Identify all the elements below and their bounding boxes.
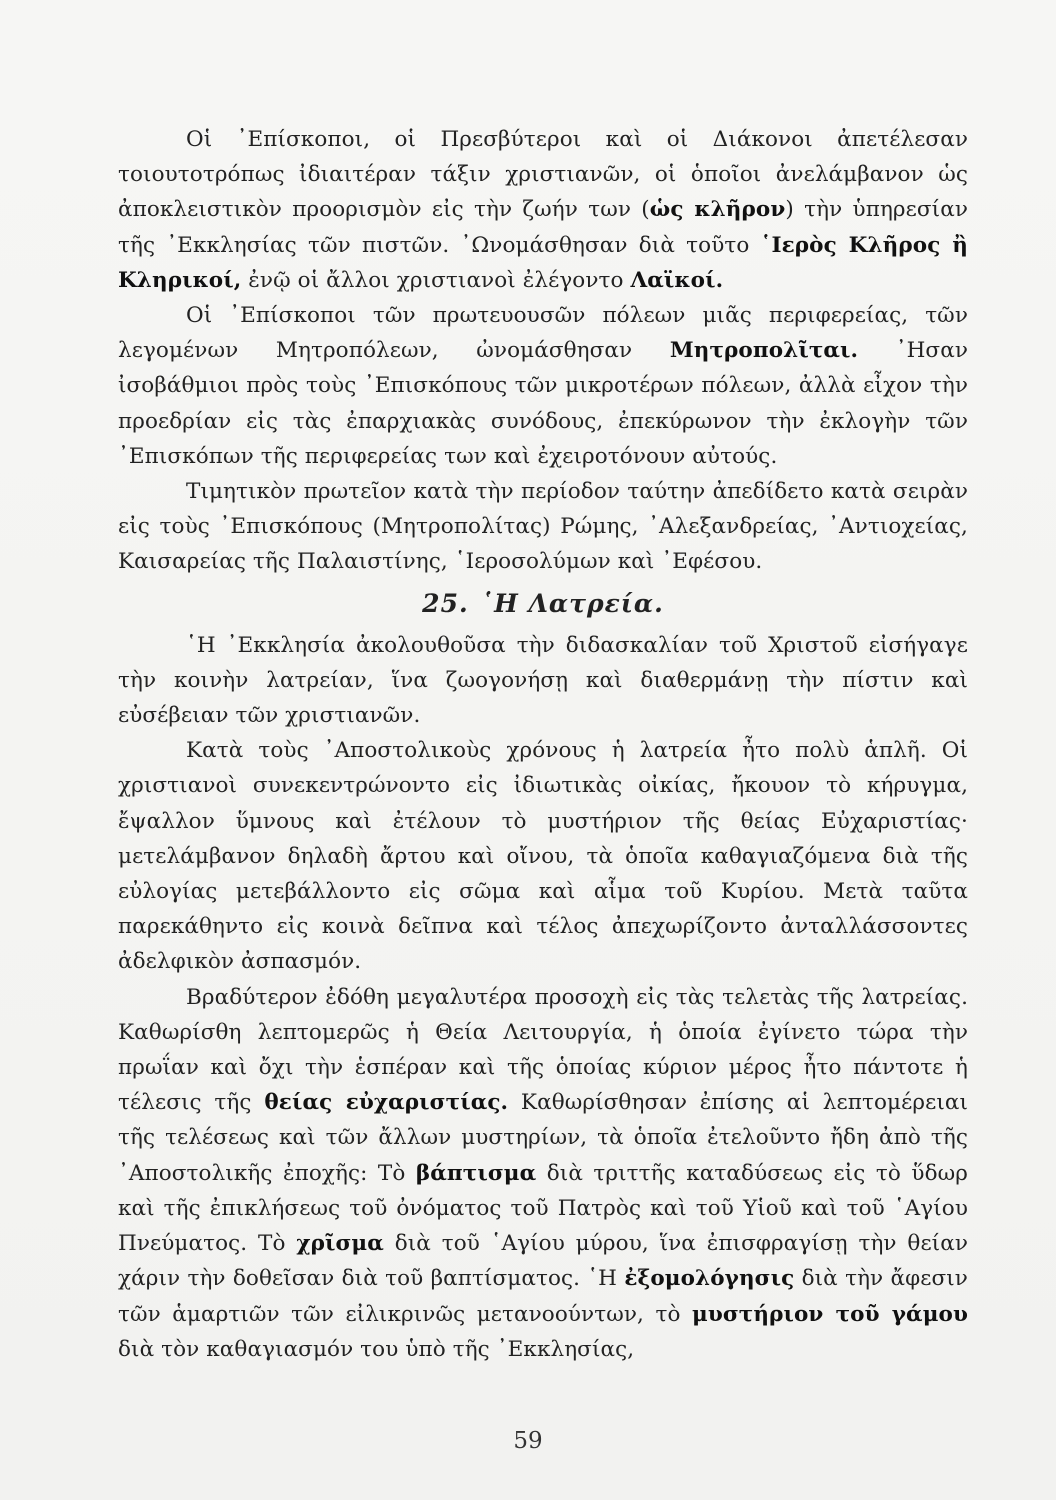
paragraph-p2: [118, 298, 968, 474]
page-number: 59: [513, 1428, 543, 1454]
bold-term: ἐξομολόγησις: [624, 1266, 795, 1292]
paragraph-p6: [118, 980, 968, 1367]
text-run: ἐνῷ οἱ ἄλλοι χριστιανοὶ ἐλέγοντο: [241, 267, 631, 293]
text-run: ) τὴν ὑπηρεσίαν τῆς ᾿Εκκλησίας τῶν πιστῶν. ᾿Ωνομάσθησαν διὰ τοῦτο: [118, 197, 968, 258]
paragraphs-before-heading: [118, 122, 968, 580]
text-run: ᾿Ησαν ἰσοβάθμιοι πρὸς τοὺς ᾿Επισκόπους τῶν μικροτέρων πόλεων, ἀλλὰ εἶχον τὴν προεδρίαν εἰς τὰς ἐπαρχιακὰς συνόδους, ἐπεκύρωνον τὴν ἐκλογὴν τῶν ᾿Επισκόπων τῆς περιφερείας των καὶ ἐχειροτόνουν αὐτούς.: [118, 338, 968, 469]
paragraphs-after-heading: [118, 628, 968, 1367]
bold-term: Μητροπολῖται.: [669, 338, 859, 364]
text-run: Καθωρίσθησαν ἐπίσης αἱ λεπτομέρειαι τῆς τελέσεως καὶ τῶν ἄλλων μυστηρίων, τὰ ὁποῖα ἐτελοῦντο ἤδη ἀπὸ τῆς ᾿Αποστολικῆς ἐποχῆς: Τὸ: [118, 1090, 968, 1186]
text-run: Οἱ ᾿Επίσκοποι τῶν πρωτευουσῶν πόλεων μιᾶς περιφερείας, τῶν λεγομένων Μητροπόλεων, ὠνομάσθησαν: [118, 303, 968, 364]
bold-term: ὡς κλῆρον: [649, 197, 786, 223]
paragraph-p4: [118, 628, 968, 734]
section-title: ῾Η Λατρεία.: [480, 588, 664, 618]
bold-term: θείας εὐχαριστίας.: [264, 1090, 509, 1116]
text-run: διὰ τὸν καθαγιασμόν του ὑπὸ τῆς ᾿Εκκλησίας,: [118, 1336, 635, 1362]
bold-term: ῾Ιερὸς Κλῆρος ἢ Κληρικοί,: [118, 232, 968, 293]
text-run: ῾Η ᾿Εκκλησία ἀκολουθοῦσα τὴν διδασκαλίαν τοῦ Χριστοῦ εἰσήγαγε τὴν κοινὴν λατρείαν, ἵνα ζωογονήσῃ καὶ διαθερμάνῃ τὴν πίστιν καὶ εὐσέβειαν τῶν χριστιανῶν.: [118, 632, 968, 729]
text-run: Τιμητικὸν πρωτεῖον κατὰ τὴν περίοδον ταύτην ἀπεδίδετο κατὰ σειρὰν εἰς τοὺς ᾿Επισκόπους (Μητροπολίτας) Ρώμης, ᾿Αλεξανδρείας, ᾿Αντιοχείας, Καισαρείας τῆς Παλαιστίνης, ῾Ιεροσολύμων καὶ ᾿Εφέσου.: [118, 479, 968, 575]
paragraph-p3: [118, 474, 968, 580]
bold-term: βάπτισμα: [415, 1160, 537, 1186]
bold-term: μυστήριον τοῦ γάμου: [691, 1301, 968, 1327]
text-run: διὰ τοῦ ῾Αγίου μύρου, ἵνα ἐπισφραγίσῃ τὴν θείαν χάριν τὴν δοθεῖσαν διὰ τοῦ βαπτίσματος. ῾Η: [118, 1231, 968, 1292]
paragraph-p5: [118, 733, 968, 979]
section-heading: [118, 586, 968, 622]
paragraph-p1: [118, 122, 968, 298]
text-run: Οἱ ᾿Επίσκοποι, οἱ Πρεσβύτεροι καὶ οἱ Διάκονοι ἀπετέλεσαν τοιουτοτρόπως ἰδιαιτέραν τάξιν χριστιανῶν, οἱ ὁποῖοι ἀνελάμβανον ὡς ἀποκλειστικὸν προορισμὸν εἰς τὴν ζωήν των (: [118, 127, 968, 223]
section-number: 25.: [422, 588, 469, 618]
text-run: Κατὰ τοὺς ᾿Αποστολικοὺς χρόνους ἡ λατρεία ἦτο πολὺ ἁπλῆ. Οἱ χριστιανοὶ συνεκεντρώνοντο εἰς ἰδιωτικὰς οἰκίας, ἤκουον τὸ κήρυγμα, ἔψαλλον ὕμνους καὶ ἐτέλουν τὸ μυστήριον τῆς θείας Εὐχαριστίας· μετελάμβανον δηλαδὴ ἄρτου καὶ οἴνου, τὰ ὁποῖα καθαγιαζόμενα διὰ τῆς εὐλογίας μετεβάλλοντο εἰς σῶμα καὶ αἷμα τοῦ Κυρίου. Μετὰ ταῦτα παρεκάθηντο εἰς κοινὰ δεῖπνα καὶ τέλος ἀπεχωρίζοντο ἀνταλλάσσοντες ἀδελφικὸν ἀσπασμόν.: [118, 738, 968, 975]
bold-term: χρῖσμα: [296, 1231, 384, 1257]
text-run: διὰ τὴν ἄφεσιν τῶν ἁμαρτιῶν τῶν εἰλικρινῶς μετανοούντων, τὸ: [118, 1266, 968, 1327]
body-text: [118, 122, 968, 1367]
text-run: Βραδύτερον ἐδόθη μεγαλυτέρα προσοχὴ εἰς τὰς τελετὰς τῆς λατρείας. Καθωρίσθη λεπτομερῶς ἡ Θεία Λειτουργία, ἡ ὁποία ἐγίνετο τώρα τὴν πρωΐαν καὶ ὄχι τὴν ἑσπέραν καὶ τῆς ὁποίας κύριον μέρος ἦτο πάντοτε ἡ τέλεσις τῆς: [118, 984, 968, 1116]
text-run: διὰ τριττῆς καταδύσεως εἰς τὸ ὕδωρ καὶ τῆς ἐπικλήσεως τοῦ ὀνόματος τοῦ Πατρὸς καὶ τοῦ Υἱοῦ καὶ τοῦ ῾Αγίου Πνεύματος. Τὸ: [118, 1160, 968, 1257]
bold-term: Λαϊκοί.: [630, 267, 724, 293]
